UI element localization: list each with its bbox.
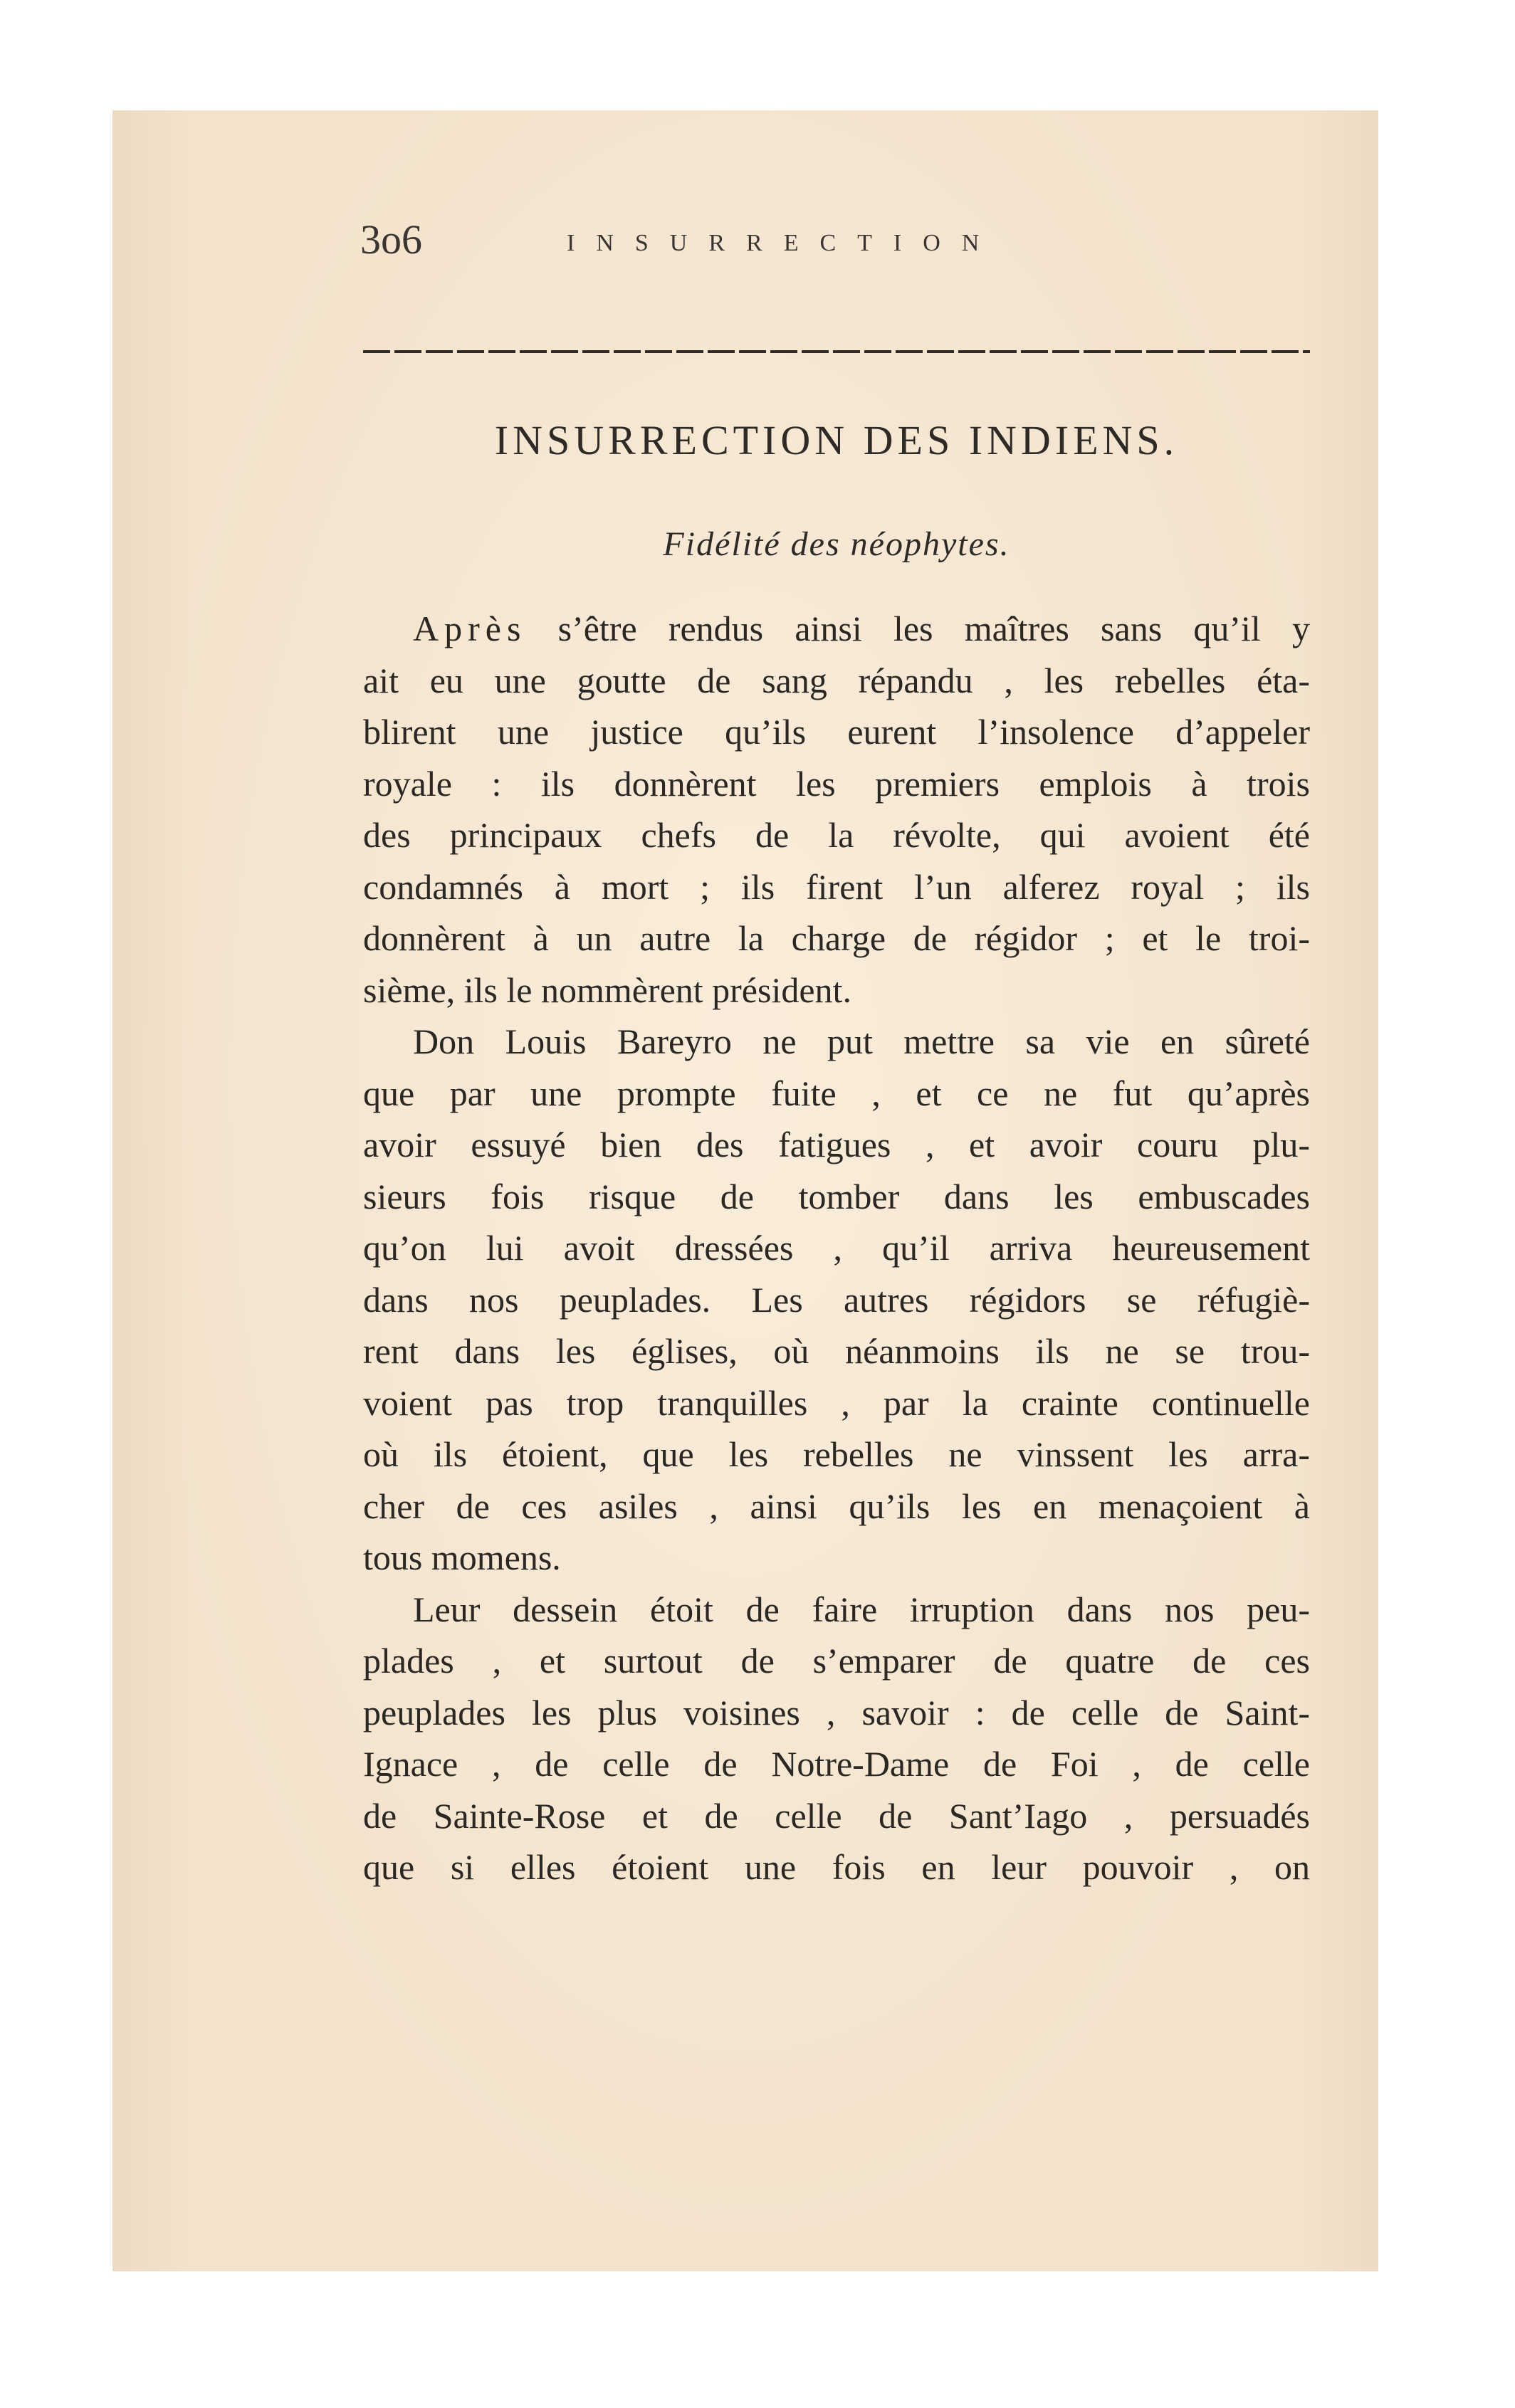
text-line: sieurs fois risque de tomber dans les embuscades [363, 1176, 1310, 1216]
text-line: peuplades les plus voisines , savoir : de celle de Saint- [363, 1692, 1310, 1733]
text-line: donnèrent à un autre la charge de régidor ; et le troi- [363, 918, 1310, 958]
running-head: INSURRECTION [567, 230, 1001, 256]
text-line: plades , et surtout de s’emparer de quatre de ces [363, 1641, 1310, 1681]
text-line: avoir essuyé bien des fatigues , et avoir couru plu- [363, 1125, 1310, 1164]
dropcap-word: Après [413, 609, 527, 648]
text-line: Don Louis Bareyro ne put mettre sa vie en sûreté [413, 1021, 1310, 1061]
decorative-rule [363, 347, 1310, 356]
text-line: de Sainte-Rose et de celle de Sant’Iago , persuadés [363, 1795, 1310, 1836]
section-title: Fidélité des néophytes. [663, 525, 1010, 563]
text-line: Leur dessein étoit de faire irruption dans nos peu- [413, 1589, 1310, 1629]
text-line: qu’on lui avoit dressées , qu’il arriva heureusement [363, 1228, 1310, 1268]
text-line: dans nos peuplades. Les autres régidors se réfugiè- [363, 1279, 1310, 1320]
text-line: sième, ils le nommèrent président. [363, 969, 851, 1010]
text-line: que si elles étoient une fois en leur pouvoir , on [363, 1847, 1310, 1887]
text-line: ait eu une goutte de sang répandu , les rebelles éta- [363, 660, 1310, 700]
text-line: rent dans les églises, où néanmoins ils ne se trou- [363, 1331, 1310, 1371]
text-line: tous momens. [363, 1537, 561, 1577]
text-line: condamnés à mort ; ils firent l’un alferez royal ; ils [363, 866, 1310, 907]
text-line: où ils étoient, que les rebelles ne vinssent les arra- [363, 1434, 1310, 1474]
body-text [363, 603, 1310, 1893]
text-line [363, 603, 1310, 655]
page-number: 3o6 [360, 216, 422, 263]
text-line-rest: s’être rendus ainsi les maîtres sans qu’il y [526, 609, 1310, 648]
text-line: blirent une justice qu’ils eurent l’insolence d’appeler [363, 712, 1310, 752]
chapter-title: INSURRECTION DES INDIENS. [494, 417, 1179, 463]
book-page [112, 110, 1378, 2271]
text-line: cher de ces asiles , ainsi qu’ils les en menaçoient à [363, 1486, 1310, 1526]
text-line: des principaux chefs de la révolte, qui avoient été [363, 815, 1310, 855]
text-line: Ignace , de celle de Notre-Dame de Foi , de celle [363, 1744, 1310, 1784]
text-line: royale : ils donnèrent les premiers emplois à trois [363, 763, 1310, 804]
text-line: que par une prompte fuite , et ce ne fut qu’après [363, 1073, 1310, 1113]
text-line: voient pas trop tranquilles , par la crainte continuelle [363, 1382, 1310, 1423]
